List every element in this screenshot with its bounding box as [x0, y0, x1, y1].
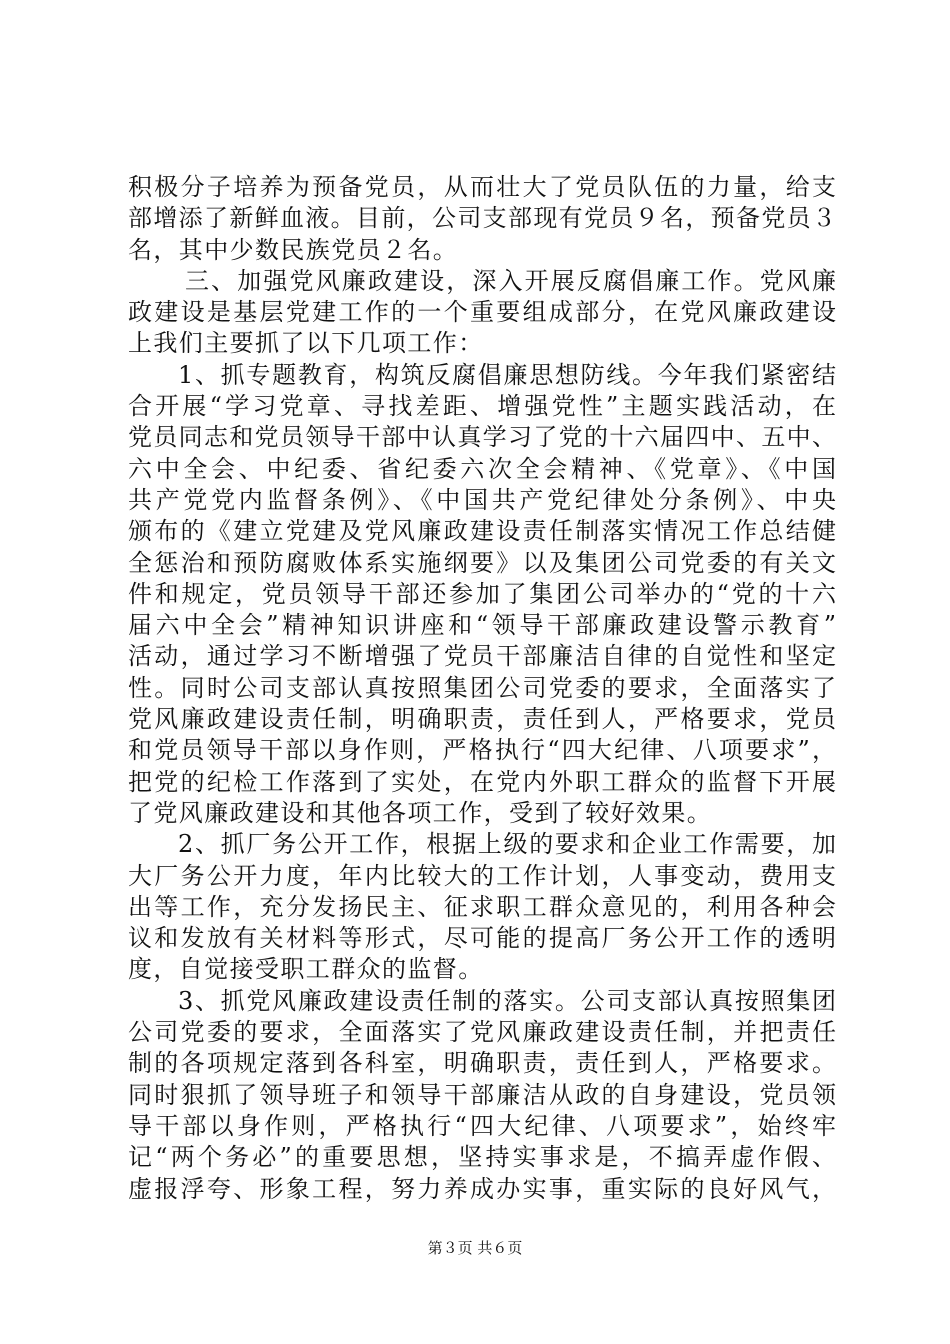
body-line: 合开展“学习党章、寻找差距、增强党性”主题实践活动，在 [128, 392, 836, 421]
paragraph-start-line: 2、抓厂务公开工作，根据上级的要求和企业工作需要，加 [178, 830, 836, 859]
body-line: 导干部以身作则，严格执行“四大纪律、八项要求”，始终牢 [128, 1111, 836, 1140]
paragraph-start-line: 1、抓专题教育，构筑反腐倡廉思想防线。今年我们紧密结 [178, 360, 836, 389]
body-line: 积极分子培养为预备党员，从而壮大了党员队伍的力量，给支 [128, 173, 836, 201]
body-line: 和党员领导干部以身作则，严格执行“四大纪律、八项要求”， [128, 736, 836, 765]
body-line: 度，自觉接受职工群众的监督。 [128, 955, 484, 984]
body-line: 共产党党内监督条例》、《中国共产党纪律处分条例》、中央 [128, 485, 836, 514]
body-line: 大厂务公开力度，年内比较大的工作计划，人事变动，费用支 [128, 861, 836, 890]
body-line: 全惩治和预防腐败体系实施纲要》以及集团公司党委的有关文 [128, 548, 836, 577]
body-line: 出等工作，充分发扬民主、征求职工群众意见的，利用各种会 [128, 892, 836, 921]
body-line: 性。同时公司支部认真按照集团公司党委的要求，全面落实了 [128, 673, 836, 702]
body-line: 公司党委的要求，全面落实了党风廉政建设责任制，并把责任 [128, 1018, 836, 1047]
body-line: 活动，通过学习不断增强了党员干部廉洁自律的自觉性和坚定 [128, 642, 836, 671]
body-line: 党风廉政建设责任制，明确职责，责任到人，严格要求，党员 [128, 705, 836, 734]
body-line: 议和发放有关材料等形式，尽可能的提高厂务公开工作的透明 [128, 924, 836, 953]
body-line: 六中全会、中纪委、省纪委六次全会精神、《党章》、《中国 [128, 454, 836, 483]
body-line: 政建设是基层党建工作的一个重要组成部分，在党风廉政建设 [128, 298, 836, 327]
page-number-footer: 第３页 共６页 [427, 1239, 523, 1257]
paragraph-start-line: 三、加强党风廉政建设，深入开展反腐倡廉工作。党风廉 [185, 266, 836, 295]
paragraph-start-line: 3、抓党风廉政建设责任制的落实。公司支部认真按照集团 [178, 986, 836, 1015]
body-line: 把党的纪检工作落到了实处，在党内外职工群众的监督下开展 [128, 767, 836, 796]
body-line: 届六中全会”精神知识讲座和“领导干部廉政建设警示教育” [128, 611, 836, 640]
body-line: 上我们主要抓了以下几项工作： [128, 329, 484, 358]
body-line: 部增添了新鲜血液。目前，公司支部现有党员９名，预备党员３ [128, 204, 836, 233]
body-line: 党员同志和党员领导干部中认真学习了党的十六届四中、五中、 [128, 423, 836, 452]
body-line: 颁布的《建立党建及党风廉政建设责任制落实情况工作总结健 [128, 517, 836, 546]
body-line: 件和规定，党员领导干部还参加了集团公司举办的“党的十六 [128, 579, 836, 608]
body-line: 同时狠抓了领导班子和领导干部廉洁从政的自身建设，党员领 [128, 1080, 836, 1109]
body-line: 记“两个务必”的重要思想，坚持实事求是，不搞弄虚作假、 [128, 1143, 836, 1172]
body-line: 制的各项规定落到各科室，明确职责，责任到人，严格要求。 [128, 1049, 836, 1078]
body-line: 名，其中少数民族党员２名。 [128, 235, 459, 264]
body-line: 虚报浮夸、形象工程，努力养成办实事，重实际的良好风气， [128, 1174, 836, 1203]
document-body [128, 172, 836, 1205]
body-line: 了党风廉政建设和其他各项工作，受到了较好效果。 [128, 798, 713, 827]
